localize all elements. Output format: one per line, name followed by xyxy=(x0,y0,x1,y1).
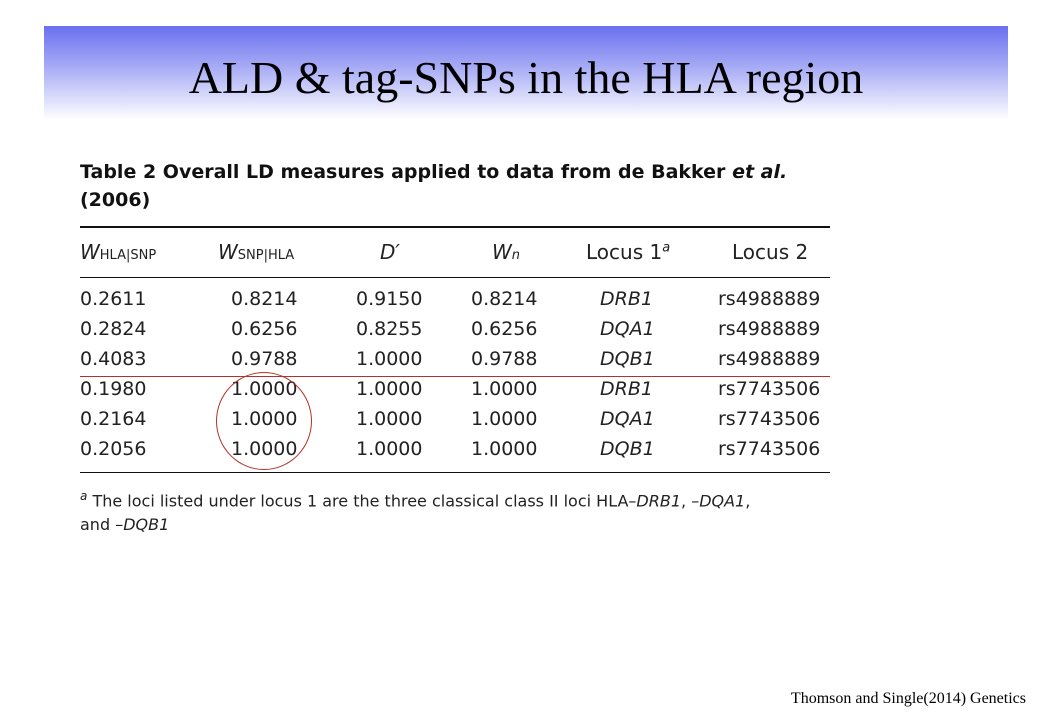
cell-w-snp-hla: 0.9788 xyxy=(231,348,298,370)
annotation-red-line xyxy=(80,376,830,377)
cell-wn: 1.0000 xyxy=(471,438,538,460)
cell-w-hla-snp: 0.2164 xyxy=(80,408,147,430)
caption-label: Table 2 xyxy=(80,161,157,183)
header-w-snp-hla: WSNP|HLA xyxy=(218,240,295,264)
table-caption xyxy=(80,158,840,214)
cell-wn: 1.0000 xyxy=(471,378,538,400)
cell-w-hla-snp: 0.4083 xyxy=(80,348,147,370)
cell-w-hla-snp: 0.2056 xyxy=(80,438,147,460)
cell-d-prime: 1.0000 xyxy=(356,438,423,460)
cell-wn: 1.0000 xyxy=(471,408,538,430)
cell-locus1: DRB1 xyxy=(600,378,653,400)
cell-w-hla-snp: 0.2611 xyxy=(80,288,147,310)
title-bar xyxy=(44,26,1008,120)
header-locus2: Locus 2 xyxy=(732,240,809,264)
cell-wn: 0.8214 xyxy=(471,288,538,310)
table-footnote: $^a$ The loci listed under locus 1 are the three classical class II loci HLA–DRB1, –DQA1, and –DQB1 xyxy=(80,489,751,535)
cell-w-snp-hla: 0.6256 xyxy=(231,318,298,340)
annotation-red-circle xyxy=(216,372,312,470)
caption-text: Overall LD measures applied to data from de Bakker xyxy=(162,161,726,183)
cell-locus2: rs7743506 xyxy=(718,438,821,460)
cell-w-hla-snp: 0.2824 xyxy=(80,318,147,340)
cell-w-hla-snp: 0.1980 xyxy=(80,378,147,400)
cell-wn: 0.6256 xyxy=(471,318,538,340)
table-top-rule xyxy=(80,226,830,228)
header-wn: Wn xyxy=(492,240,521,264)
cell-d-prime: 1.0000 xyxy=(356,378,423,400)
cell-locus2: rs7743506 xyxy=(718,378,821,400)
cell-d-prime: 1.0000 xyxy=(356,348,423,370)
cell-d-prime: 1.0000 xyxy=(356,408,423,430)
cell-locus2: rs4988889 xyxy=(718,348,821,370)
caption-etal: et al. xyxy=(732,161,788,183)
table-header-rule xyxy=(80,277,830,278)
cell-locus2: rs7743506 xyxy=(718,408,821,430)
header-w-hla-snp: WHLA|SNP xyxy=(80,240,157,264)
cell-locus1: DQA1 xyxy=(600,318,655,340)
header-locus1: Locus 1$^a$ xyxy=(586,240,671,264)
cell-w-snp-hla: 1.0000 xyxy=(231,378,298,400)
cell-w-snp-hla: 1.0000 xyxy=(231,438,298,460)
caption-year: (2006) xyxy=(80,189,151,211)
cell-w-snp-hla: 0.8214 xyxy=(231,288,298,310)
cell-locus1: DRB1 xyxy=(600,288,653,310)
cell-locus2: rs4988889 xyxy=(718,288,821,310)
citation: Thomson and Single(2014) Genetics xyxy=(790,690,1026,707)
cell-locus1: DQA1 xyxy=(600,408,655,430)
cell-d-prime: 0.8255 xyxy=(356,318,423,340)
cell-wn: 0.9788 xyxy=(471,348,538,370)
cell-locus1: DQB1 xyxy=(600,348,655,370)
table-bottom-rule xyxy=(80,472,830,473)
slide-title: ALD & tag-SNPs in the HLA region xyxy=(188,52,864,103)
cell-d-prime: 0.9150 xyxy=(356,288,423,310)
header-d-prime: D′ xyxy=(380,240,400,264)
cell-locus2: rs4988889 xyxy=(718,318,821,340)
cell-w-snp-hla: 1.0000 xyxy=(231,408,298,430)
cell-locus1: DQB1 xyxy=(600,438,655,460)
